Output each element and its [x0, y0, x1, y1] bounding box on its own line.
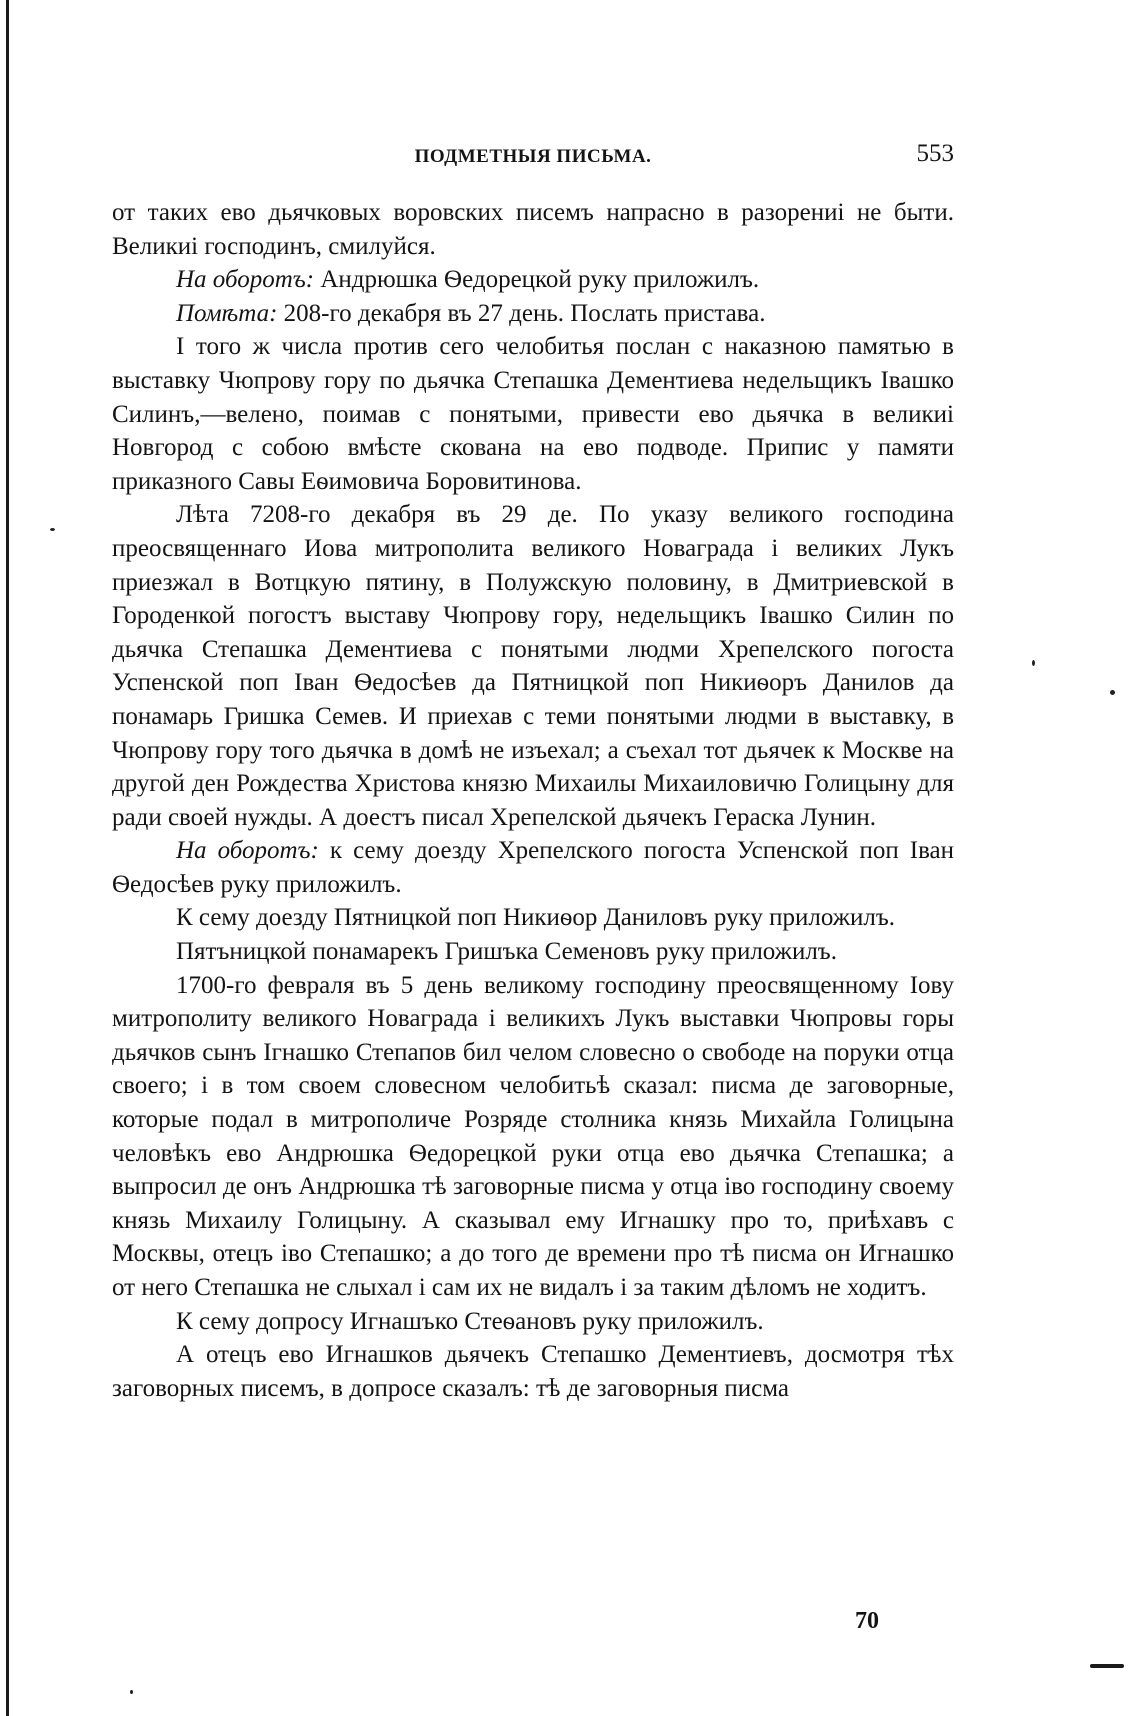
- note-label: На оборотъ:: [176, 837, 319, 865]
- note-label: На оборотъ:: [176, 266, 315, 294]
- note-text: Андрюшка Ѳедорецкой руку приложилъ.: [320, 266, 760, 294]
- scan-speck: [130, 1690, 133, 1694]
- paragraph-5: Лѣта 7208-го декабря въ 29 де. По указу великого господина преосвященнаго Иова митрополита великого Новаграда і великих Лукъ приезжал в Вотцкую пятину, в Полужскую половину, в Дмитриевской в Городенкой погостъ выставу Чюпрову гору, недельщикъ Івашко Силин по дьячка Степашка Дементиева с понятыми людми Хрепелского погоста Успенской поп Іван Ѳедосѣев да Пятницкой поп Никиѳоръ Данилов да понамарь Гришка Семев. И приехав с теми понятыми людми в выставку, в Чюпрову гору того дьячка в домѣ не изъехал; а съехал тот дьячек к Москве на другой ден Рождества Христова князю Михаилы Михаиловичю Голицыну для ради своей нужды. А доестъ писал Хрепелской дьячекъ Гераска Лунин.: [112, 501, 954, 831]
- running-head: ПОДМЕТНЫЯ ПИСЬМА.: [414, 146, 652, 167]
- paragraph-10: К сему допросу Игнашъко Стеѳановъ руку приложилъ.: [176, 1307, 764, 1335]
- scan-speck: [50, 528, 55, 531]
- note-text: к сему доезду Хрепелского погоста Успенской поп Іван Ѳедосѣев руку приложилъ.: [112, 837, 955, 898]
- paragraph-1: от таких ево дьячковых воровских писемъ напрасно в разорениі не быти. Великиі господинъ, смилуйся.: [112, 199, 954, 260]
- paragraph-4: І того ж числа против сего челобитья послан с наказною памятью в выставку Чюпрову гору по дьячка Степашка Дементиева недельщикъ Івашко Силинъ,—велено, поимав с понятыми, привести ево дьячка в великиі Новгород с собою вмѣсте скована на ево подводе. Припис у памяти приказного Савы Еѳимовича Боровитинова.: [112, 333, 954, 495]
- page-body: [112, 196, 954, 1405]
- paragraph-7: К сему доезду Пятницкой поп Никиѳор Даниловъ руку приложилъ.: [176, 904, 896, 932]
- page-number: 553: [916, 140, 954, 167]
- page-edge-rule: [6, 0, 9, 1716]
- paragraph-6: [112, 834, 954, 901]
- paragraph-9: 1700-го февраля въ 5 день великому господину преосвященному Іову митрополиту великого Новаграда і великихъ Лукъ выставки Чюпровы горы дьячков сынъ Ігнашко Степапов бил челом словесно о свободе на поруки отца своего; і в том своем словесном челобитьѣ сказал: писма де заговорные, которые подал в митрополиче Розряде столника князь Михайла Голицына человѣкъ ево Андрюшка Ѳедорецкой руки отца ево дьячка Степашка; а выпросил де онъ Андрюшка тѣ заговорные писма у отца іво господину своему князь Михаилу Голицыну. А сказывал ему Игнашку про то, приѣхавъ с Москвы, отецъ іво Степашко; а до того де времени про тѣ писма он Игнашко от него Степашка не слыхал і сам их не видалъ і за таким дѣломъ не ходитъ.: [112, 971, 954, 1301]
- scan-speck: [1032, 660, 1035, 666]
- paragraph-2: [112, 263, 954, 297]
- signature-mark: 70: [855, 1608, 879, 1634]
- paragraph-11: А отецъ ево Игнашков дьячекъ Степашко Дементиевъ, досмотря тѣх заговорных писемъ, в допросе сказалъ: тѣ де заговорныя писма: [112, 1341, 954, 1402]
- paragraph-3: [112, 297, 954, 331]
- note-text: 208-го декабря въ 27 день. Послать пристава.: [283, 299, 766, 327]
- page-header: [112, 140, 954, 184]
- paragraph-8: Пятъницкой понамарекъ Гришъка Семеновъ руку приложилъ.: [176, 938, 837, 966]
- margin-mark: [1090, 1664, 1124, 1668]
- scan-speck: [1110, 690, 1115, 695]
- note-label: Помѣта:: [176, 299, 278, 327]
